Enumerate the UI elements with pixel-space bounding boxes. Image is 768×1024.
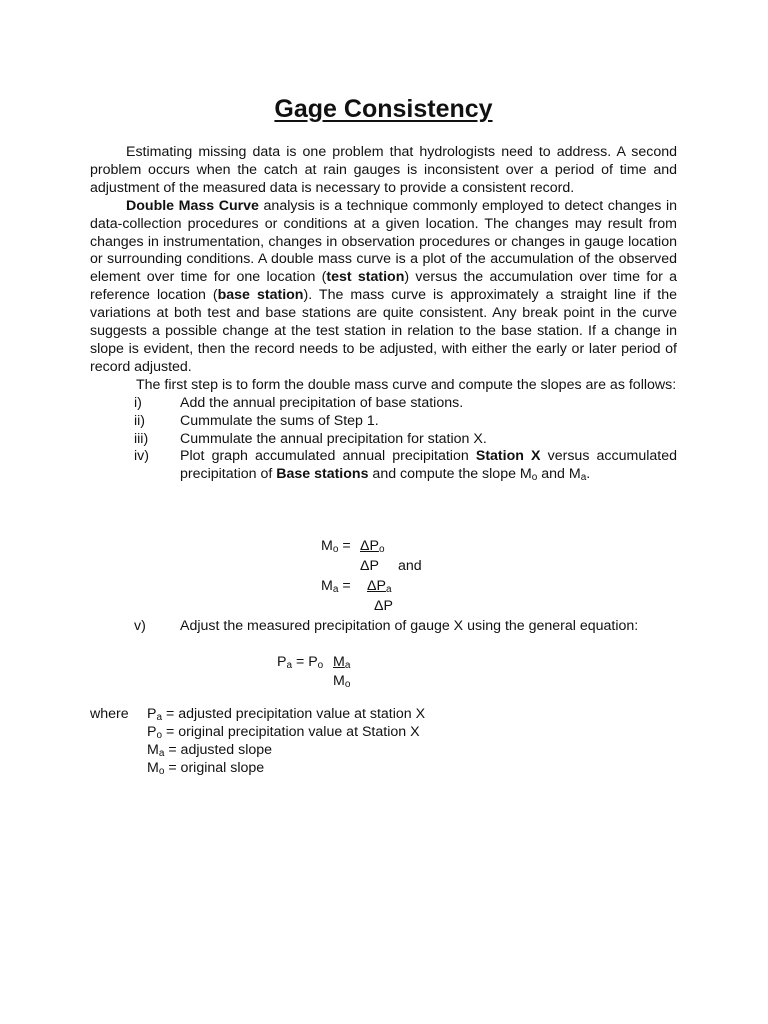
- term-test-station: test station: [326, 269, 405, 286]
- definition-item: $P_a$ = adjusted precipitation value at station X: [147, 706, 426, 723]
- equation-denominator: ΔP: [360, 558, 379, 574]
- step-text: Adjust the measured precipitation of gauge X using the general equation:: [180, 618, 639, 634]
- equation-denominator: ΔP: [374, 598, 393, 614]
- equation-numerator: $\Delta P_o$: [360, 538, 385, 555]
- step-text: Cummulate the annual precipitation for station X.: [180, 430, 487, 447]
- list-item: [90, 431, 677, 449]
- intro-paragraph: Estimating missing data is one problem that hydrologists need to address. A second problem occurs when the catch at rain gauges is inconsistent over a period of time and adjustment of the measured data is necessary to provide a consistent record.: [90, 144, 677, 196]
- list-item: [90, 448, 677, 484]
- definition-item: $M_a$ = adjusted slope: [147, 741, 273, 759]
- step-text: Add the annual precipitation of base stations.: [180, 394, 464, 411]
- step-text: Plot graph accumulated annual precipitation Station X versus accumulated precipitation of Base stations and compute the slope $M_o$ and $M_a$.: [180, 448, 677, 484]
- step-number: v): [134, 618, 146, 634]
- steps-list: [90, 395, 677, 485]
- definition-item: $P_o$ = original precipitation value at Station X: [147, 723, 420, 741]
- definitions-list: [147, 706, 425, 778]
- page-title: Gage Consistency: [274, 95, 493, 123]
- list-item: [90, 413, 677, 431]
- double-mass-curve-paragraph: Double Mass Curve analysis is a technique commonly employed to detect changes in data-collection procedures or conditions at a given location. The changes may result from changes in instrumentation, changes in observation procedures or changes in gauge location or surrounding conditions. A double mass curve is a plot of the accumulation of the observed element over time for one location (test station) versus the accumulation over time for a reference location (base station). The mass curve is approximately a straight line if the variations at both test and base stations are quite consistent. Any break point in the curve suggests a possible change at the test station in relation to the base station. If a change in slope is evident, then the record needs to be adjusted, with either the early or later period of record adjusted.: [90, 197, 677, 375]
- equation-numerator: $M_a$: [333, 654, 351, 671]
- step-number: i): [134, 394, 142, 411]
- term-double-mass-curve: Double Mass Curve: [126, 197, 259, 214]
- first-step-paragraph: The first step is to form the double mass curve and compute the slopes are as follows:: [136, 376, 677, 393]
- where-label: where: [90, 706, 129, 722]
- document-body: [90, 144, 677, 484]
- list-item: [90, 395, 677, 413]
- step-number: iv): [134, 448, 149, 465]
- step-text: Cummulate the sums of Step 1.: [180, 412, 379, 429]
- list-item: [90, 618, 677, 636]
- term-base-station: base station: [217, 287, 304, 304]
- equation-denominator: $M_o$: [333, 673, 351, 690]
- step-number: ii): [134, 412, 146, 429]
- step-number: iii): [134, 430, 149, 447]
- definition-item: $M_o$ = original slope: [147, 759, 265, 777]
- equation-numerator: $\Delta P_a$: [367, 578, 392, 595]
